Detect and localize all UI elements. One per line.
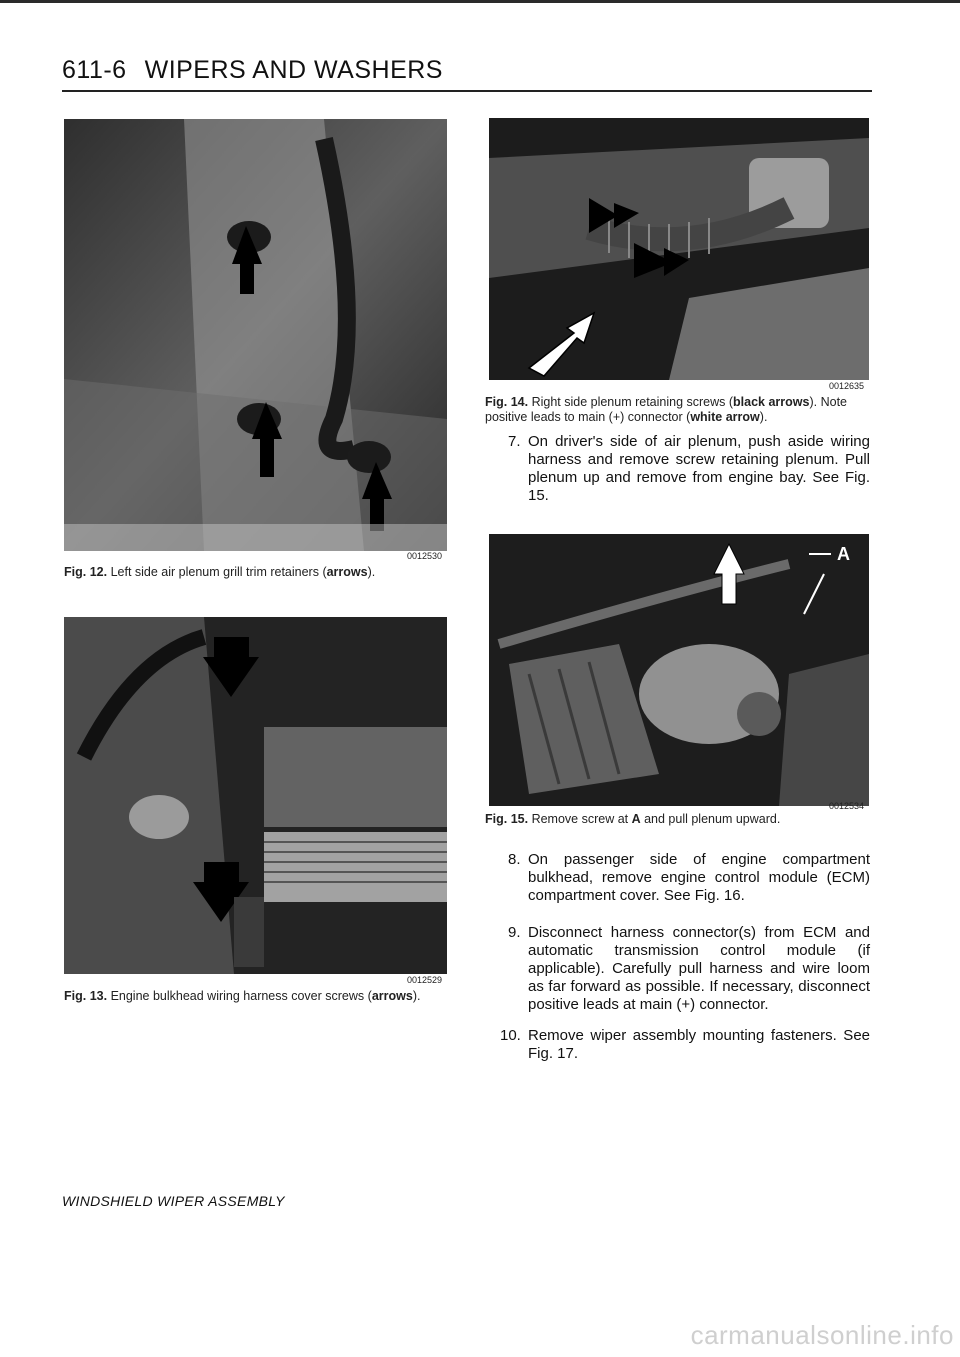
fig-14-id: 0012635 [829,381,865,391]
step-10-number: 10. [500,1027,521,1044]
fig-12-text: Left side air plenum grill trim retainers ( [110,565,327,579]
step-7-text: On driver's side of air plenum, push aside wiring harness and remove screw retaining plenum. Pull plenum up and remove from engine bay. See Fig. 15. [528,433,870,504]
fig-13-text: Engine bulkhead wiring harness cover screws ( [110,989,372,1003]
fig-14-photo [489,118,869,380]
top-rule [0,0,960,3]
step-9-number: 9. [508,924,521,941]
step-9-text: Disconnect harness connector(s) from ECM and automatic transmission control module (if applicable). Carefully pull harness and wire loom as far forward as possible. If necessary, disconnect positive leads at main (+) connector. [528,924,870,1013]
fig-13-id: 0012529 [407,975,443,985]
fig-13-caption [64,989,420,1004]
fig-15-photo [489,534,869,806]
fig-15-text-end: and pull plenum upward. [640,812,781,826]
step-7-number: 7. [508,433,521,450]
step-10 [500,1027,870,1067]
fig-15-label: Fig. 15. [485,812,529,826]
fig-15-text: Remove screw at [531,812,632,826]
fig-14-text-end: ). [759,410,768,424]
section-number: 611-6 [62,56,127,84]
fig-13-bold: arrows [371,989,413,1003]
fig-15-bold: A [631,812,641,826]
header-rule [62,90,872,92]
fig-15-caption [485,812,780,827]
step-8 [508,851,870,907]
step-9 [508,924,870,1013]
fig-14-text: Right side plenum retaining screws ( [531,395,734,409]
fig-12-text-end: ). [367,565,376,579]
step-7 [508,433,870,504]
step-10-text: Remove wiper assembly mounting fasteners. See Fig. 17. [528,1027,870,1062]
fig-12-label: Fig. 12. [64,565,108,579]
fig-12-caption [64,565,375,580]
fig-15-id: 0012534 [829,801,865,811]
fig-15-callout-label: A [837,544,850,564]
step-8-text: On passenger side of engine compartment bulkhead, remove engine control module (ECM) compartment cover. See Fig. 16. [528,851,870,904]
section-title: WIPERS AND WASHERS [144,56,443,84]
page-header [62,56,443,85]
watermark: carmanualsonline.info [690,1320,954,1350]
fig-13-photo [64,617,447,974]
fig-12-bold: arrows [326,565,368,579]
page-footer: WINDSHIELD WIPER ASSEMBLY [62,1193,285,1209]
fig-14-text-mid: ). Note positive leads to main (+) connector ( [485,395,847,424]
fig-14-label: Fig. 14. [485,395,529,409]
fig-13-label: Fig. 13. [64,989,108,1003]
fig-12-photo [64,119,447,551]
fig-14-bold2: white arrow [690,410,760,424]
fig-14-bold: black arrows [733,395,810,409]
fig-13-text-end: ). [412,989,421,1003]
fig-14-caption [485,395,870,425]
fig-12-id: 0012530 [407,551,443,561]
step-8-number: 8. [508,851,521,868]
